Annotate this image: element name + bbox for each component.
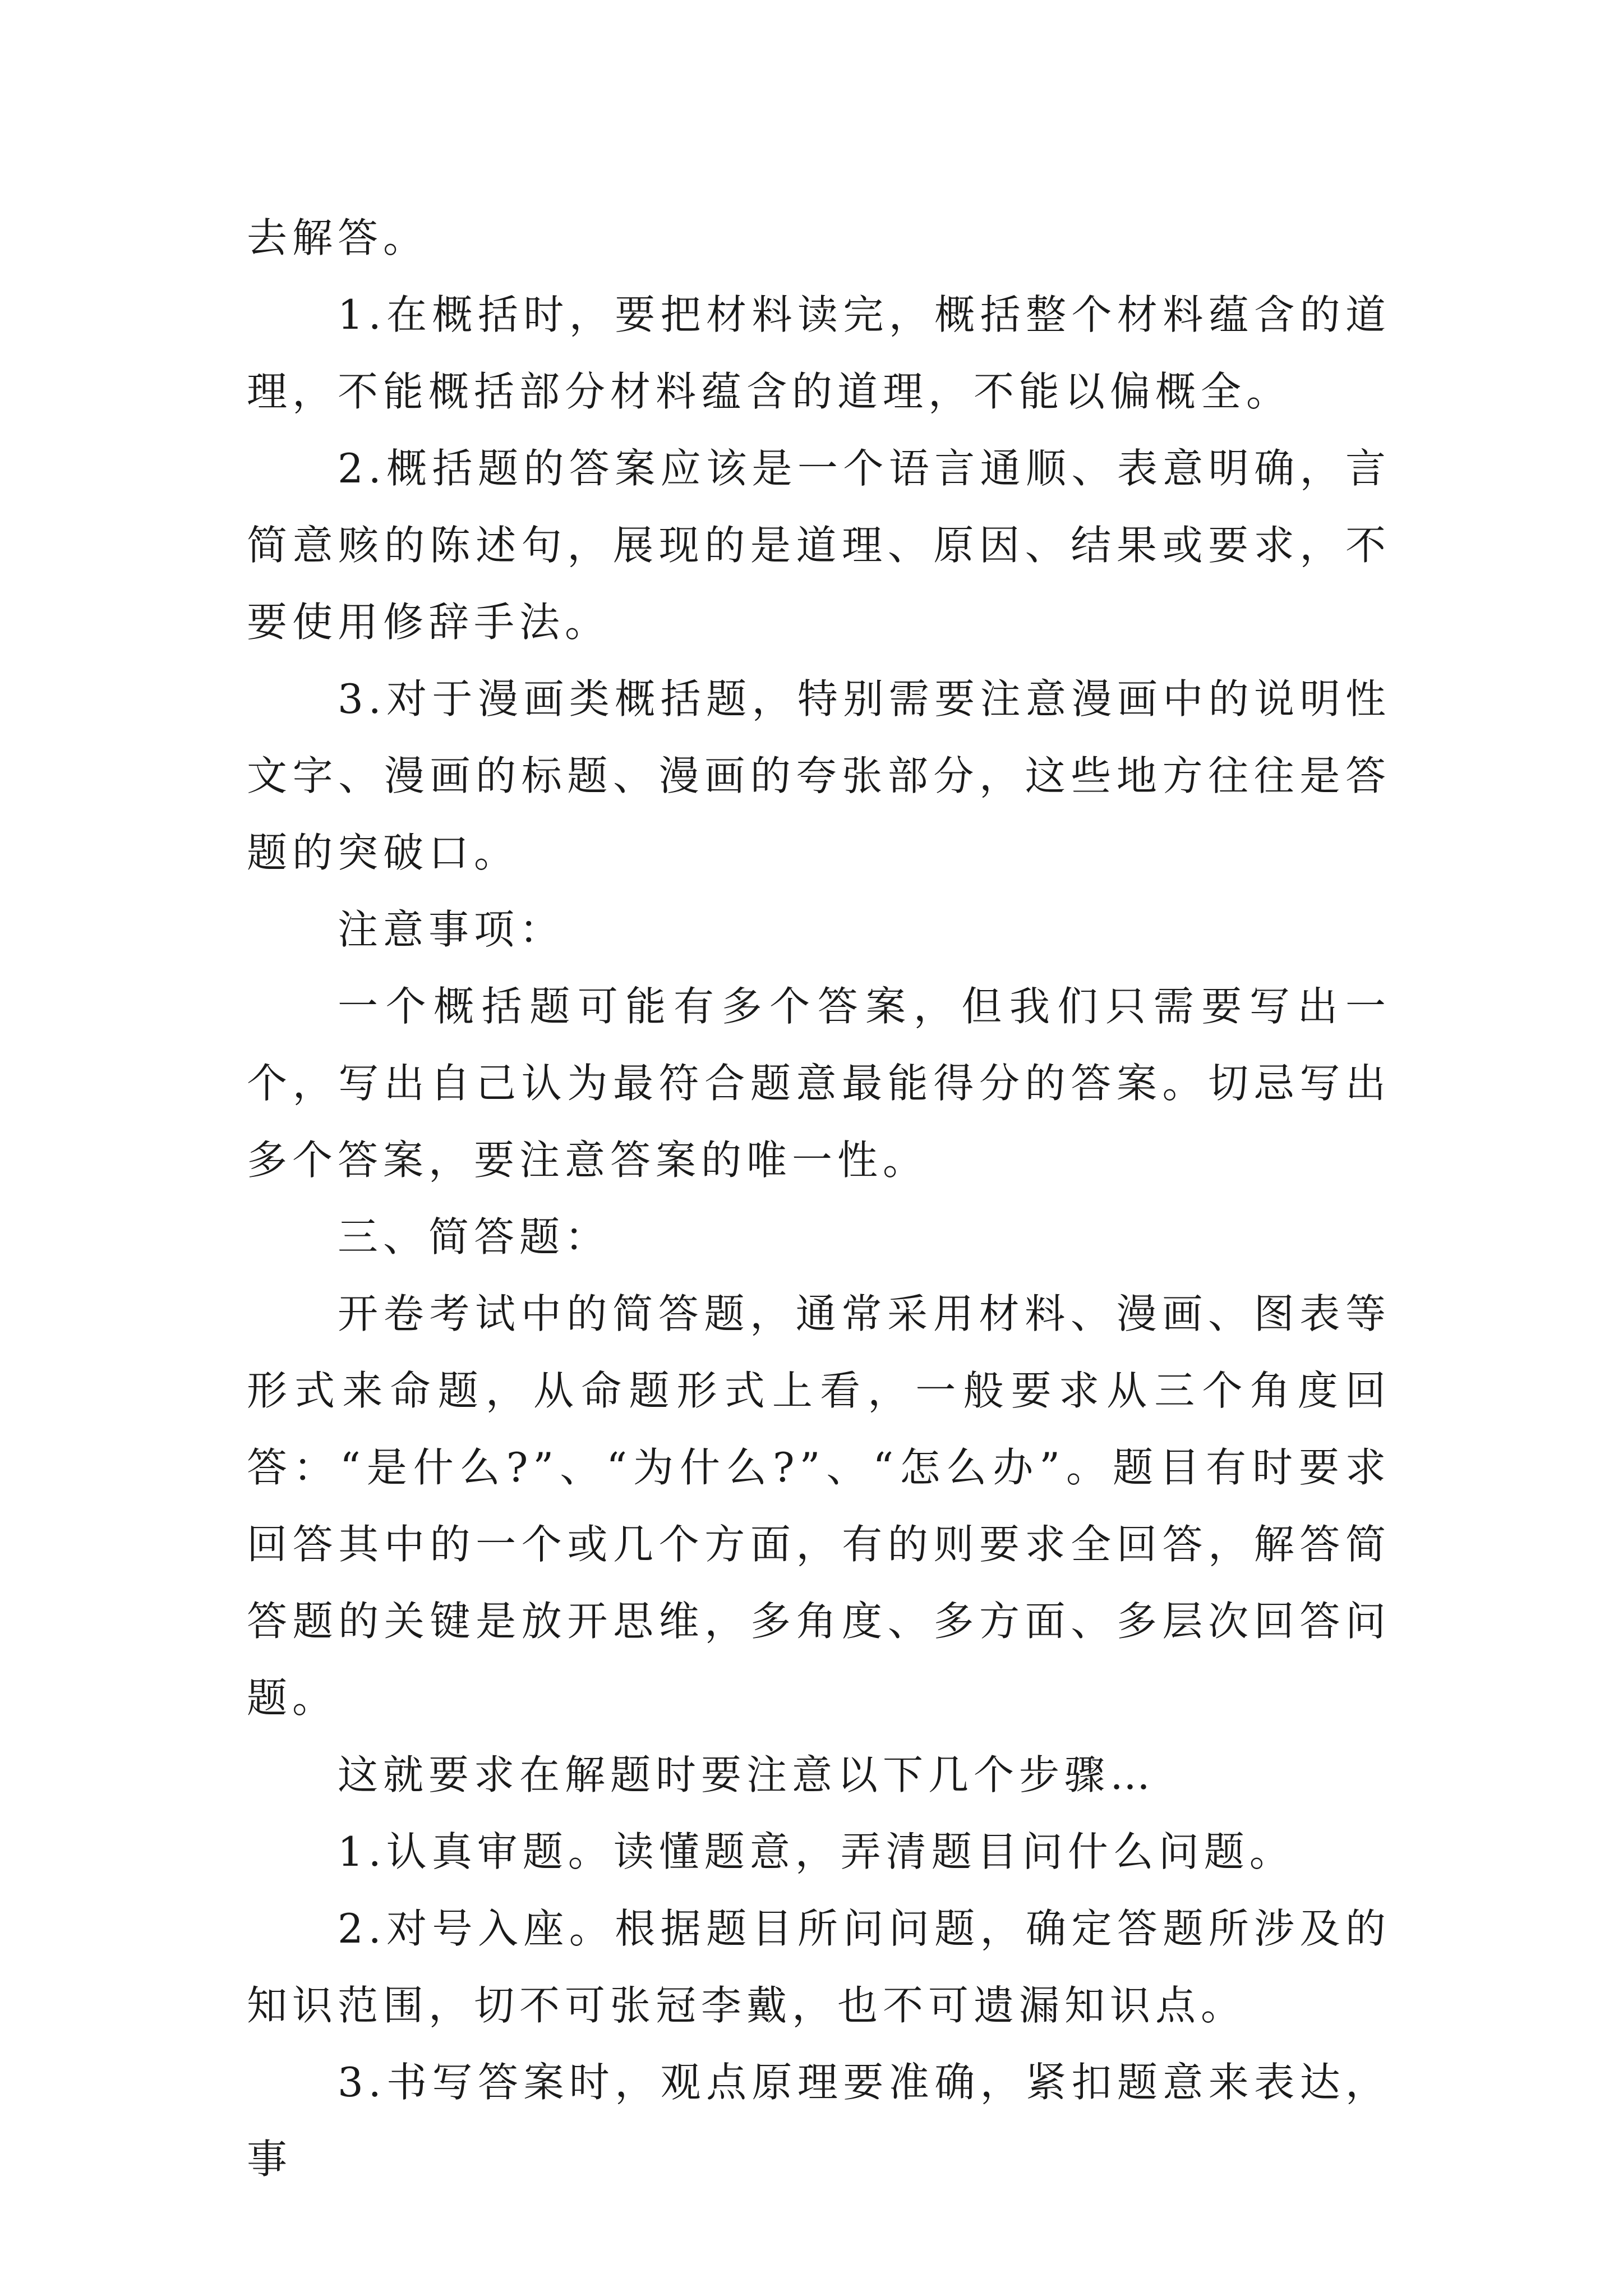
paragraph: 开卷考试中的简答题，通常采用材料、漫画、图表等形式来命题，从命题形式上看，一般要求从三个角度回答：“是什么?”、“为什么?”、“怎么办”。题目有时要求回答其中的一个或几个方面，有的则要求全回答，解答简答题的关键是放开思维，多角度、多方面、多层次回答问题。 — [247, 1290, 1391, 1722]
document-body — [247, 200, 1391, 2198]
paragraph: 2.对号入座。根据题目所问问题，确定答题所涉及的知识范围，切不可张冠李戴，也不可遗漏知识点。 — [247, 1905, 1391, 2029]
paragraph: 去解答。 — [247, 214, 429, 261]
paragraph: 一个概括题可能有多个答案，但我们只需要写出一个，写出自己认为最符合题意最能得分的答案。切忌写出多个答案，要注意答案的唯一性。 — [247, 983, 1391, 1184]
paragraph: 这就要求在解题时要注意以下几个步骤… — [338, 1751, 1156, 1798]
paragraph: 1.认真审题。读懂题意，弄清题目问什么问题。 — [338, 1828, 1295, 1875]
paragraph: 3.对于漫画类概括题，特别需要注意漫画中的说明性文字、漫画的标题、漫画的夸张部分，这些地方往往是答题的突破口。 — [247, 675, 1391, 876]
paragraph: 3.书写答案时，观点原理要准确，紧扣题意来表达，事 — [247, 2059, 1391, 2183]
paragraph: 2.概括题的答案应该是一个语言通顺、表意明确，言简意赅的陈述句，展现的是道理、原因、结果或要求，不要使用修辞手法。 — [247, 445, 1391, 646]
section-heading: 注意事项： — [338, 906, 565, 953]
section-heading: 三、简答题： — [338, 1213, 611, 1260]
paragraph: 1.在概括时，要把材料读完，概括整个材料蕴含的道理，不能概括部分材料蕴含的道理，不能以偏概全。 — [247, 291, 1391, 415]
